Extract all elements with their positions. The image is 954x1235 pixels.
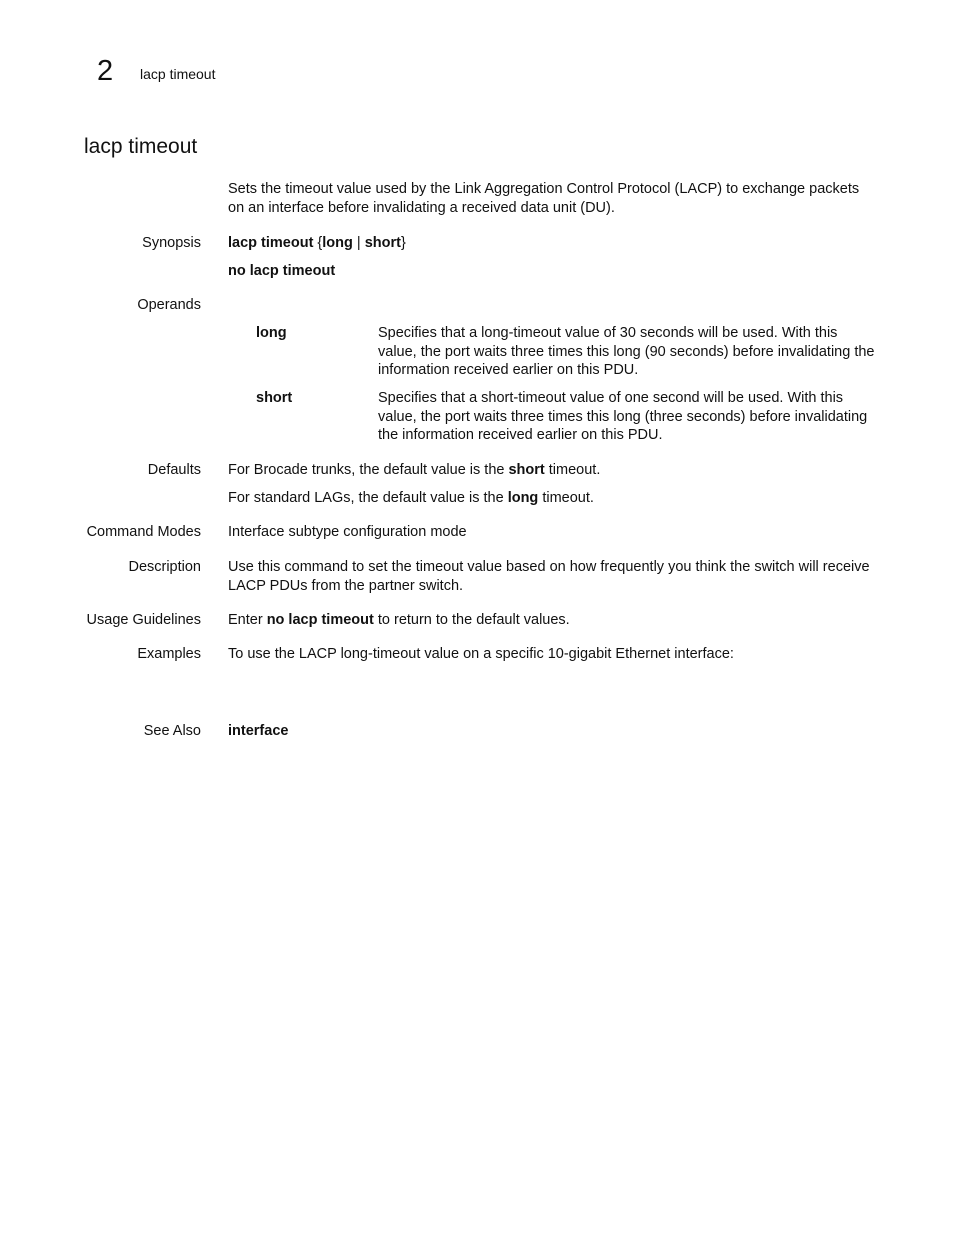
description-label: Description [128, 559, 201, 575]
defaults-line-2-text: For standard LAGs, the default value is the [228, 490, 508, 506]
examples-text: To use the LACP long-timeout value on a specific 10-gigabit Ethernet interface: [228, 646, 734, 662]
usage-text-suffix: to return to the default values. [373, 612, 570, 628]
synopsis-brace-close: } [400, 235, 406, 251]
command-modes-text: Interface subtype configuration mode [228, 524, 467, 540]
see-also-label: See Also [143, 723, 201, 739]
operand-long-name: long [256, 325, 287, 341]
command-modes-label: Command Modes [86, 524, 201, 540]
usage-guidelines-text [228, 611, 878, 630]
operand-short-description: Specifies that a short-timeout value of one second will be used. With this value, the port waits three times this long (three seconds) before invalidating the information received earlier on this PDU. [378, 390, 868, 443]
operand-short-name: short [256, 390, 293, 406]
operands-label: Operands [137, 297, 201, 313]
defaults-line-2-value: long [507, 490, 539, 506]
running-header-title: lacp timeout [140, 66, 216, 82]
synopsis-label: Synopsis [142, 235, 201, 251]
intro-paragraph: Sets the timeout value used by the Link Aggregation Control Protocol (LACP) to exchange packets on an interface before invalidating a received data unit (DU). [228, 181, 860, 216]
chapter-number: 2 [97, 55, 114, 87]
synopsis-option-short: short [364, 235, 401, 251]
synopsis-syntax [228, 234, 878, 253]
usage-guidelines-label: Usage Guidelines [86, 612, 201, 628]
operand-long-description: Specifies that a long-timeout value of 30 seconds will be used. With this value, the port waits three times this long (90 seconds) before invalidating the information received earlier on this PDU. [378, 325, 875, 378]
defaults-line-1-text: For Brocade trunks, the default value is the [228, 462, 509, 478]
synopsis-option-long: long [322, 235, 353, 251]
usage-command: no lacp timeout [266, 612, 374, 628]
usage-text-prefix: Enter [228, 612, 267, 628]
examples-label: Examples [137, 646, 201, 662]
page-title: lacp timeout [84, 135, 198, 158]
synopsis-command: lacp timeout [228, 235, 314, 251]
synopsis-no-form: no lacp timeout [228, 263, 336, 279]
synopsis-pipe: | [352, 235, 365, 251]
defaults-line-1-value: short [508, 462, 545, 478]
defaults-line-2 [228, 489, 878, 508]
defaults-line-1 [228, 461, 878, 480]
defaults-label: Defaults [147, 462, 201, 478]
defaults-line-1-suffix: timeout. [544, 462, 601, 478]
description-text: Use this command to set the timeout value based on how frequently you think the switch will receive LACP PDUs from the partner switch. [228, 559, 870, 594]
defaults-line-2-suffix: timeout. [538, 490, 594, 506]
synopsis-brace-open: { [313, 235, 323, 251]
see-also-link-interface[interactable]: interface [228, 723, 289, 739]
